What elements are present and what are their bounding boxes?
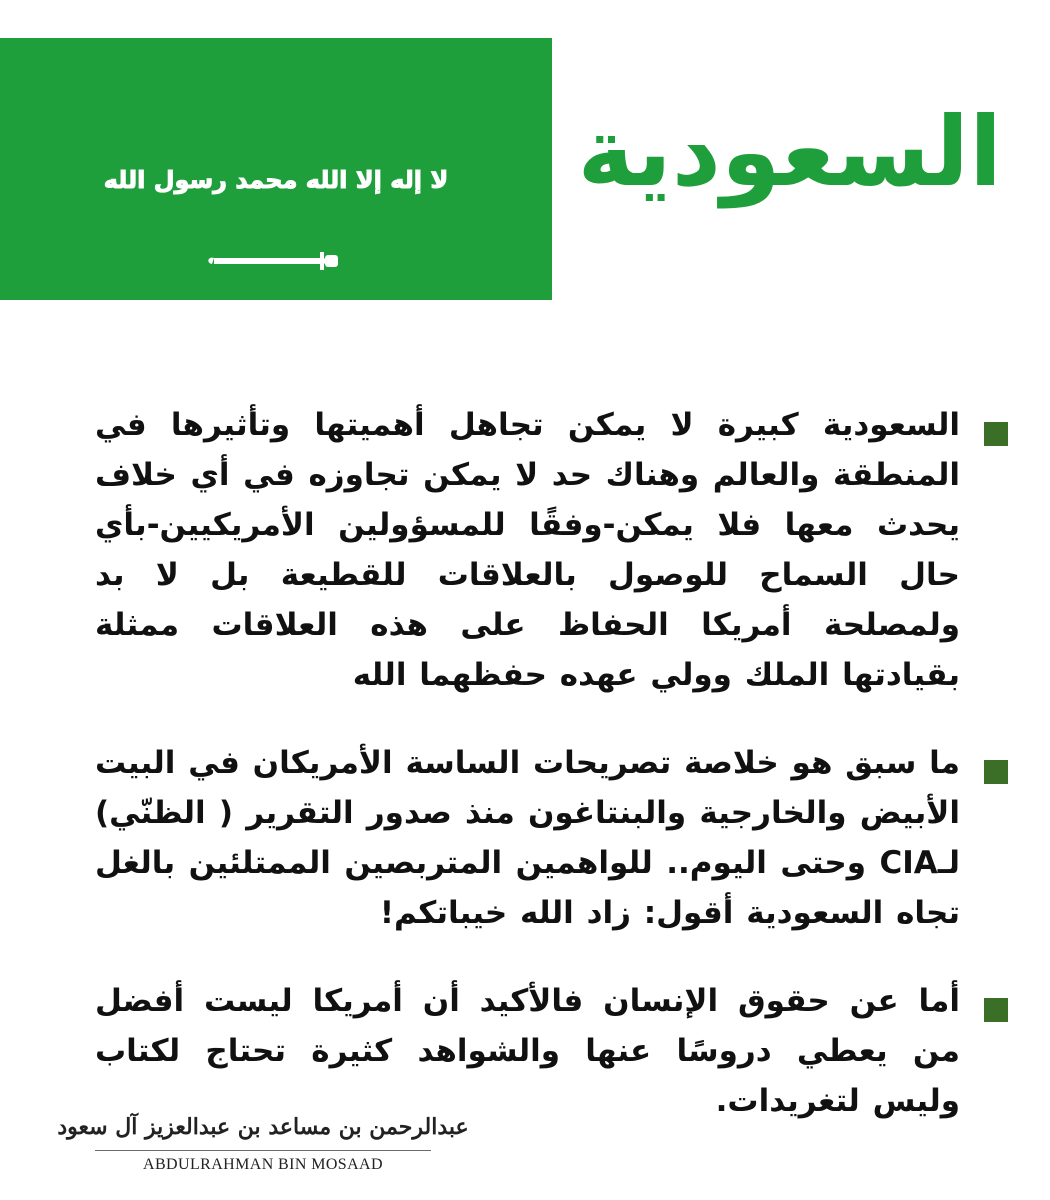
flag-emblem	[0, 38, 552, 300]
bullet-text: ما سبق هو خلاصة تصريحات الساسة الأمريكان في البيت الأبيض والخارجية والبنتاغون منذ صدور التقرير ( الظنّي) لـCIA وحتى اليوم.. للواهمين المتربصين الممتلئين بالغل تجاه السعودية أقول: زاد الله خيباتكم!	[95, 745, 960, 931]
square-bullet-icon	[984, 760, 1008, 784]
square-bullet-icon	[984, 998, 1008, 1022]
page-title: السعودية	[577, 96, 1002, 208]
square-bullet-icon	[984, 422, 1008, 446]
bullet-item	[95, 400, 1008, 700]
bullet-text: أما عن حقوق الإنسان فالأكيد أن أمريكا ليست أفضل من يعطي دروسًا عنها والشواهد كثيرة تحتاج لكتاب وليس لتغريدات.	[95, 983, 960, 1119]
bullet-item	[95, 738, 1008, 938]
saudi-flag	[0, 38, 552, 300]
signature-script-text: عبدالرحمن بن مساعد بن عبدالعزيز آل سعود	[57, 1114, 469, 1140]
signature	[57, 1096, 469, 1188]
signature-name: ABDULRAHMAN BIN MOSAAD	[143, 1156, 383, 1173]
article-body	[95, 400, 1008, 1164]
signature-calligraphy	[57, 1096, 469, 1150]
signature-divider	[95, 1150, 431, 1151]
flag-shahada: لا إله إلا الله محمد رسول الله	[103, 166, 449, 194]
bullet-text: السعودية كبيرة لا يمكن تجاهل أهميتها وتأثيرها في المنطقة والعالم وهناك حد لا يمكن تجاوزه في أي خلاف يحدث معها فلا يمكن-وفقًا للمسؤولين الأمريكيين-بأي حال السماح للوصول بالعلاقات للقطيعة بل لا بد ولمصلحة أمريكا الحفاظ على هذه العلاقات ممثلة بقيادتها الملك وولي عهده حفظهما الله	[95, 407, 960, 693]
